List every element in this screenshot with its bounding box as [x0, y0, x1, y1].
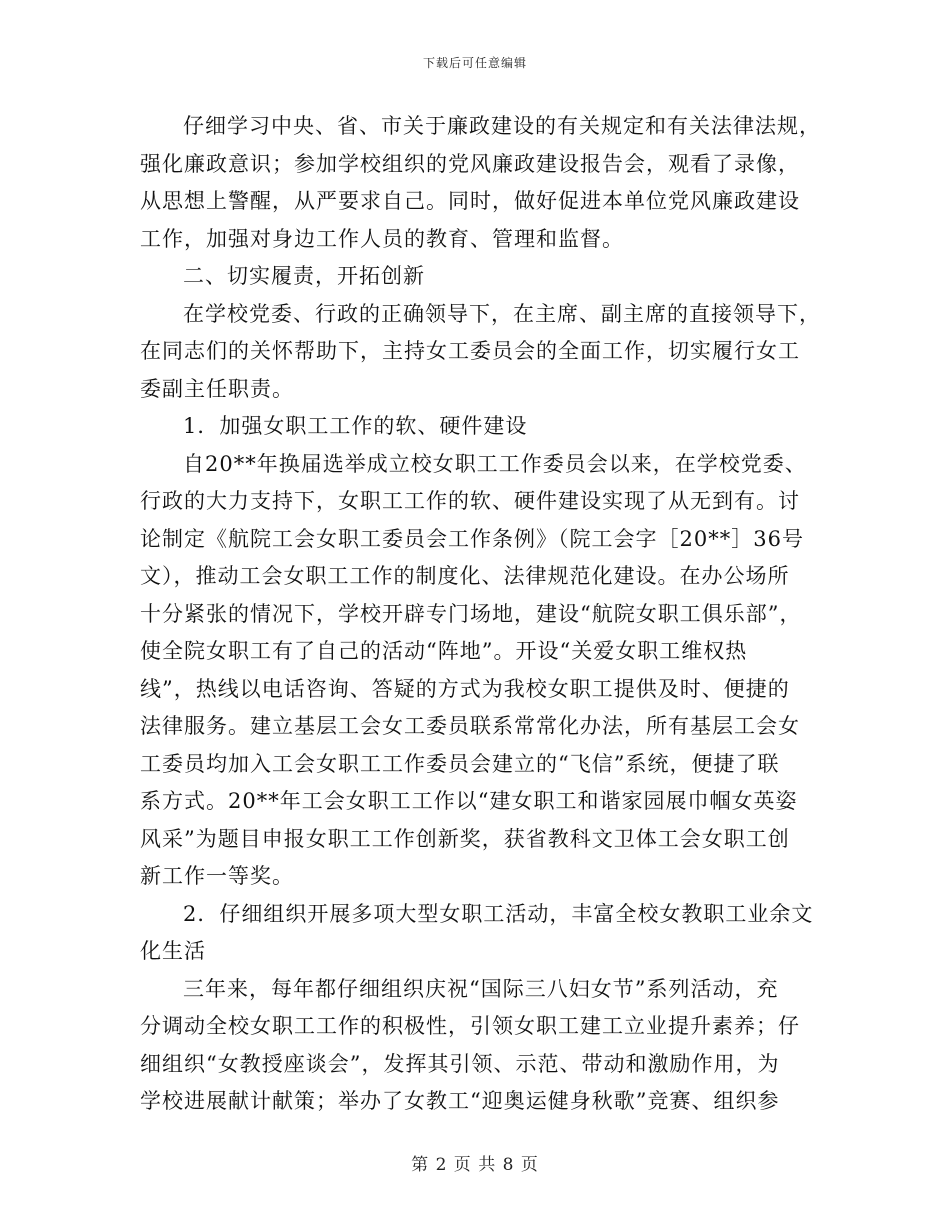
body-line: 自20**年换届选举成立校女职工工作委员会以来，在学校党委、: [183, 451, 807, 476]
body-line: 细组织“女教授座谈会”，发挥其引领、示范、带动和激励作用，为: [140, 1051, 780, 1076]
body-line: 2．仔细组织开展多项大型女职工活动，丰富全校女教职工业余文: [183, 901, 814, 926]
body-line: 论制定《航院工会女职工委员会工作条例》（院工会字［20**］36号: [140, 526, 804, 551]
body-line: 文），推动工会女职工工作的制度化、法律规范化建设。在办公场所: [140, 564, 790, 588]
body-line: 线”，热线以电话咨询、答疑的方式为我校女职工提供及时、便捷的: [140, 676, 790, 701]
body-line: 新工作一等奖。: [140, 864, 294, 888]
body-line: 工委员均加入工会女职工工作委员会建立的“飞信”系统，便捷了联: [140, 751, 780, 776]
body-line: 1．加强女职工工作的软、硬件建设: [183, 414, 528, 438]
body-line: 系方式。20**年工会女职工工作以“建女职工和谐家园展巾帼女英姿: [140, 789, 798, 813]
body-line: 二、切实履责，开拓创新: [183, 264, 425, 288]
body-line: 风采”为题目申报女职工工作创新奖，获省教科文卫体工会女职工创: [140, 826, 790, 851]
body-line: 在同志们的关怀帮助下，主持女工委员会的全面工作，切实履行女工: [140, 339, 800, 363]
body-line: 学校进展献计献策；举办了女教工“迎奥运健身秋歌”竞赛、组织参: [140, 1089, 780, 1113]
body-line: 使全院女职工有了自己的活动“阵地”。开设“关爱女职工维权热: [140, 639, 748, 663]
body-line: 在学校党委、行政的正确领导下，在主席、副主席的直接领导下，: [183, 301, 821, 326]
body-line: 从思想上警醒，从严要求自己。同时，做好促进本单位党风廉政建设: [140, 189, 800, 213]
body-line: 三年来，每年都仔细组织庆祝“国际三八妇女节”系列活动，充: [183, 976, 779, 1001]
body-line: 分调动全校女职工工作的积极性，引领女职工建工立业提升素养；仔: [140, 1014, 800, 1038]
document-body: [140, 108, 820, 1121]
body-line: 法律服务。建立基层工会女工委员联系常常化办法，所有基层工会女: [140, 714, 800, 738]
body-line: 化生活: [140, 939, 206, 963]
body-line: 仔细学习中央、省、市关于廉政建设的有关规定和有关法律法规，: [183, 114, 821, 138]
page-footer: 第 2 页 共 8 页: [411, 1155, 539, 1175]
body-line: 十分紧张的情况下，学校开辟专门场地，建设“航院女职工俱乐部”，: [140, 601, 802, 626]
body-line: 工作，加强对身边工作人员的教育、管理和监督。: [140, 226, 624, 251]
body-line: 强化廉政意识；参加学校组织的党风廉政建设报告会，观看了录像，: [140, 151, 800, 176]
body-line: 行政的大力支持下，女职工工作的软、硬件建设实现了从无到有。讨: [140, 489, 800, 513]
page-header: 下载后可任意编辑: [422, 56, 527, 70]
body-line: 委副主任职责。: [140, 376, 294, 401]
